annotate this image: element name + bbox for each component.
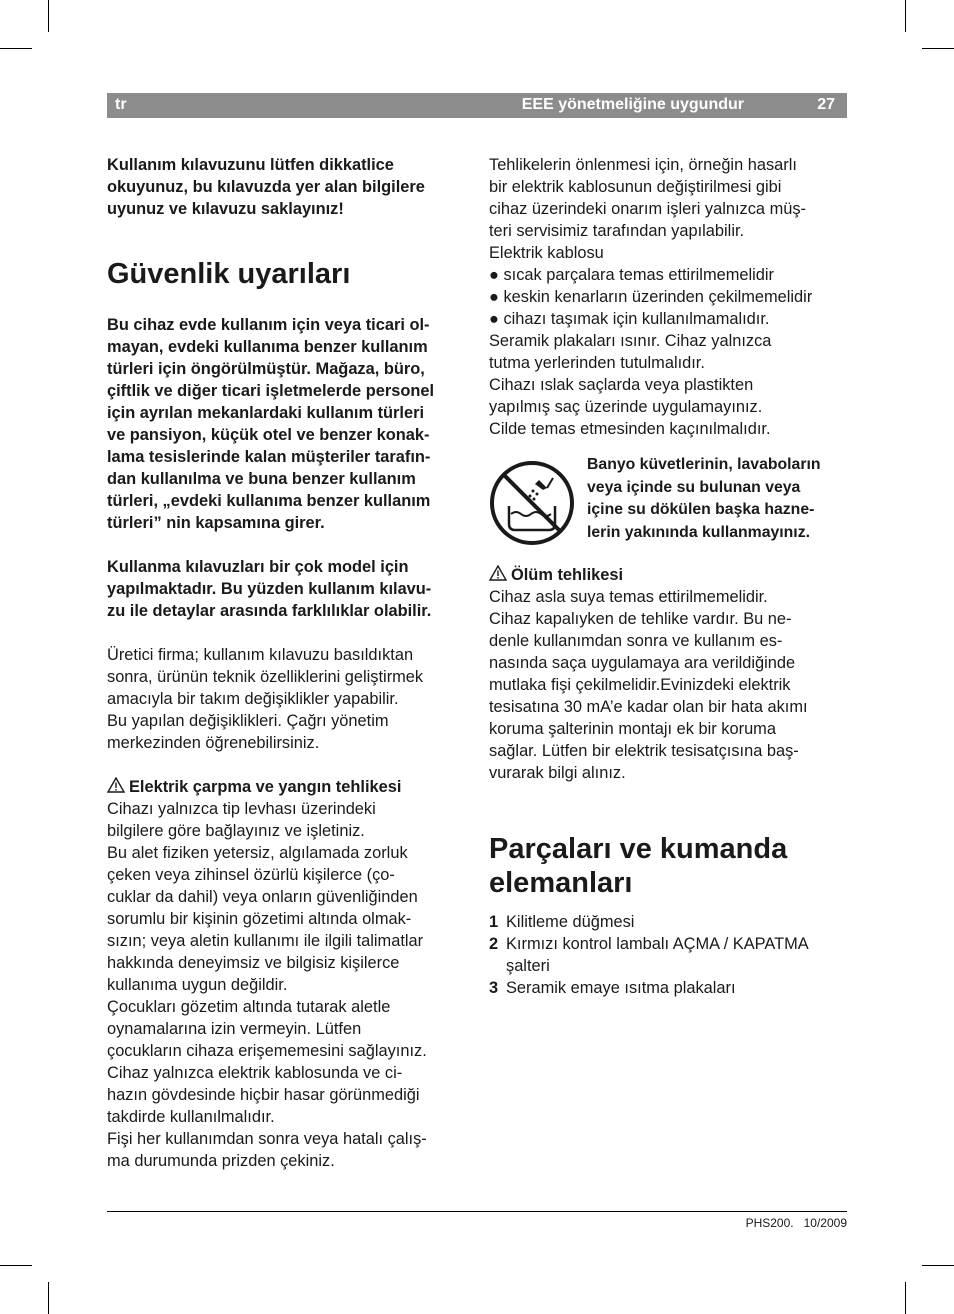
- text-line: nasında saça uygulamaya ara verildiğinde: [489, 654, 796, 672]
- text-line: takdirde kullanılmalıdır.: [107, 1108, 275, 1126]
- text-line: Kullanma kılavuzları bir çok model için: [107, 558, 409, 576]
- text-line: ve pansiyon, küçük otel ve benzer konak-: [107, 426, 430, 444]
- text-line: zu ile detaylar arasında farklılıklar olabilir.: [107, 602, 432, 620]
- text-line: Cilde temas etmesinden kaçınılmalıdır.: [489, 420, 771, 438]
- crop-mark: [922, 48, 954, 49]
- section-heading: Güvenlik uyarıları: [107, 258, 351, 290]
- electric-warning-body: [107, 798, 469, 1172]
- text-line: veya içinde su bulunan veya: [587, 478, 801, 496]
- right-column: [489, 154, 851, 999]
- list-item: [489, 977, 851, 999]
- text-line: türleri, „evdeki kullanıma benzer kullanım: [107, 492, 431, 510]
- no-bathtub-icon: [489, 460, 575, 546]
- crop-mark: [0, 48, 32, 49]
- text-line: hazın gövdesinde hiçbir hasar görünmediği: [107, 1086, 420, 1104]
- usage-scope-paragraph: [107, 314, 469, 534]
- text-line: cihaz üzerindeki onarım işleri yalnızca müş-: [489, 200, 807, 218]
- intro-note: [107, 154, 469, 220]
- text-line: Üretici firma; kullanım kılavuzu basıldıktan: [107, 646, 414, 664]
- bullet-item: ● sıcak parçalara temas ettirilmemelidir: [489, 266, 774, 284]
- text-line: Cihaz asla suya temas ettirilmemelidir.: [489, 588, 768, 606]
- text-line: şalteri: [506, 957, 550, 975]
- list-item: [489, 911, 851, 933]
- text-line: tutma yerlerinden tutulmalıdır.: [489, 354, 705, 372]
- text-line: tesisatına 30 mA’e kadar olan bir hata akımı: [489, 698, 808, 716]
- text-line: sağlar. Lütfen bir elektrik tesisatçısına baş-: [489, 742, 799, 760]
- footer-divider: [107, 1211, 847, 1212]
- language-code: tr: [115, 96, 127, 113]
- text-line: bilgilere göre bağlayınız ve işletiniz.: [107, 822, 365, 840]
- text-line: cuklar da dahil) veya onların güvenliğinden: [107, 888, 418, 906]
- electric-warning-title: [107, 776, 469, 798]
- crop-mark: [905, 1282, 906, 1314]
- text-line: lama tesislerinde kalan müşteriler tarafın-: [107, 448, 431, 466]
- manufacturer-paragraph: [107, 644, 469, 754]
- bullet-item: ● cihazı taşımak için kullanılmamalıdır.: [489, 310, 770, 328]
- text-line: türleri için öngörülmüştür. Mağaza, büro,: [107, 360, 425, 378]
- text-line: Tehlikelerin önlenmesi için, örneğin hasarlı: [489, 156, 797, 174]
- text-line: kullanıma uygun değildir.: [107, 976, 288, 994]
- text-line: yapılmaktadır. Bu yüzden kullanım kılavu-: [107, 580, 432, 598]
- page-header: [107, 93, 847, 118]
- warning-title-text: Elektrik çarpma ve yangın tehlikesi: [129, 778, 402, 796]
- print-date: 10/2009: [803, 1216, 847, 1230]
- text-line: koruma şalterinin montajı ek bir koruma: [489, 720, 776, 738]
- text-line: çeken veya zihinsel özürlü kişilerce (ço-: [107, 866, 395, 884]
- item-label: [506, 933, 809, 977]
- list-item: [489, 933, 851, 977]
- text-line: Cihazı yalnızca tip levhası üzerindeki: [107, 800, 376, 818]
- text-line: Banyo küvetlerinin, lavaboların: [587, 456, 821, 473]
- text-line: denle kullanımdan sonra ve kullanım es-: [489, 632, 783, 650]
- bathtub-warning: [489, 454, 851, 564]
- text-line: için ayrılan mekanlardaki kullanım türleri: [107, 404, 425, 422]
- text-line: sızın; veya aletin kullanımı ile ilgili talimatlar: [107, 932, 424, 950]
- warning-title-text: Ölüm tehlikesi: [511, 566, 624, 584]
- warning-triangle-icon: [489, 565, 507, 581]
- page-number: 27: [817, 96, 835, 113]
- service-paragraph: [489, 154, 851, 440]
- text-line: mayan, evdeki kullanıma benzer kullanım: [107, 338, 428, 356]
- death-warning-title: [489, 564, 851, 586]
- text-line: Çocukları gözetim altında tutarak aletle: [107, 998, 391, 1016]
- model-number: PHS200.: [745, 1216, 794, 1230]
- text-line: okuyunuz, bu kılavuzda yer alan bilgilere: [107, 178, 425, 196]
- text-line: Kullanım kılavuzunu lütfen dikkatlice: [107, 156, 394, 174]
- text-line: sonra, ürünün teknik özelliklerini geliştirmek: [107, 668, 424, 686]
- text-line: merkezinden öğrenebilirsiniz.: [107, 734, 320, 752]
- crop-mark: [48, 0, 49, 32]
- death-warning-body: [489, 586, 851, 784]
- item-number: 2: [489, 935, 499, 953]
- text-line: Kırmızı kontrol lambalı AÇMA / KAPATMA: [506, 935, 809, 953]
- text-line: çocukların cihaza erişememesini sağlayınız.: [107, 1042, 427, 1060]
- bathtub-warning-text: [587, 454, 851, 544]
- item-number: 1: [489, 913, 499, 931]
- text-line: çiftlik ve diğer ticari işletmelerde personel: [107, 382, 435, 400]
- text-line: Fişi her kullanımdan sonra veya hatalı çalış-: [107, 1130, 427, 1148]
- text-line: Elektrik kablosu: [489, 244, 604, 262]
- text-line: Bu cihaz evde kullanım için veya ticari ol-: [107, 316, 430, 334]
- text-line: sorumlu bir kişinin gözetimi altında olmak-: [107, 910, 412, 928]
- text-line: Cihaz kapalıyken de tehlike vardır. Bu ne-: [489, 610, 792, 628]
- section-heading-parts: [489, 832, 851, 900]
- text-line: Bu alet fiziken yetersiz, algılamada zorluk: [107, 844, 408, 862]
- crop-mark: [0, 1265, 32, 1266]
- item-label: Kilitleme düğmesi: [506, 913, 635, 931]
- text-line: içine su dökülen başka hazne-: [587, 501, 815, 518]
- text-line: yapılmış saç üzerinde uygulamayınız.: [489, 398, 763, 416]
- text-line: mutlaka fişi çekilmelidir.Evinizdeki elektrik: [489, 676, 791, 694]
- text-line: Seramik plakaları ısınır. Cihaz yalnızca: [489, 332, 772, 350]
- item-number: 3: [489, 979, 499, 997]
- text-line: amacıyla bir takım değişiklikler yapabilir.: [107, 690, 399, 708]
- text-line: bir elektrik kablosunun değiştirilmesi gibi: [489, 178, 782, 196]
- text-line: lerin yakınında kullanmayınız.: [587, 523, 810, 541]
- text-line: oynamalarına izin vermeyin. Lütfen: [107, 1020, 362, 1038]
- text-line: dan kullanılma ve buna benzer kullanım: [107, 470, 416, 488]
- text-line: hakkında deneyimsiz ve bilgisiz kişilerce: [107, 954, 400, 972]
- text-line: teri servisimiz tarafından yapılabilir.: [489, 222, 745, 240]
- text-line: Cihaz yalnızca elektrik kablosunda ve ci-: [107, 1064, 403, 1082]
- left-column: [107, 154, 469, 1172]
- bullet-item: ● keskin kenarların üzerinden çekilmemelidir: [489, 288, 813, 306]
- text-line: Bu yapılan değişiklikleri. Çağrı yönetim: [107, 712, 389, 730]
- heading-line: Parçaları ve kumanda: [489, 833, 788, 865]
- text-line: vurarak bilgi alınız.: [489, 764, 626, 782]
- crop-mark: [48, 1282, 49, 1314]
- text-line: uyunuz ve kılavuzu saklayınız!: [107, 200, 344, 218]
- crop-mark: [922, 1265, 954, 1266]
- text-line: türleri” nin kapsamına girer.: [107, 514, 325, 532]
- model-variation-paragraph: [107, 556, 469, 622]
- text-line: Cihazı ıslak saçlarda veya plastikten: [489, 376, 754, 394]
- warning-triangle-icon: [107, 777, 125, 793]
- heading-line: elemanları: [489, 867, 633, 899]
- page-footer: [746, 1216, 847, 1230]
- header-title: EEE yönetmeliğine uygundur: [521, 96, 744, 113]
- parts-list: [489, 911, 851, 999]
- item-label: Seramik emaye ısıtma plakaları: [506, 979, 736, 997]
- crop-mark: [905, 0, 906, 32]
- text-line: ma durumunda prizden çekiniz.: [107, 1152, 335, 1170]
